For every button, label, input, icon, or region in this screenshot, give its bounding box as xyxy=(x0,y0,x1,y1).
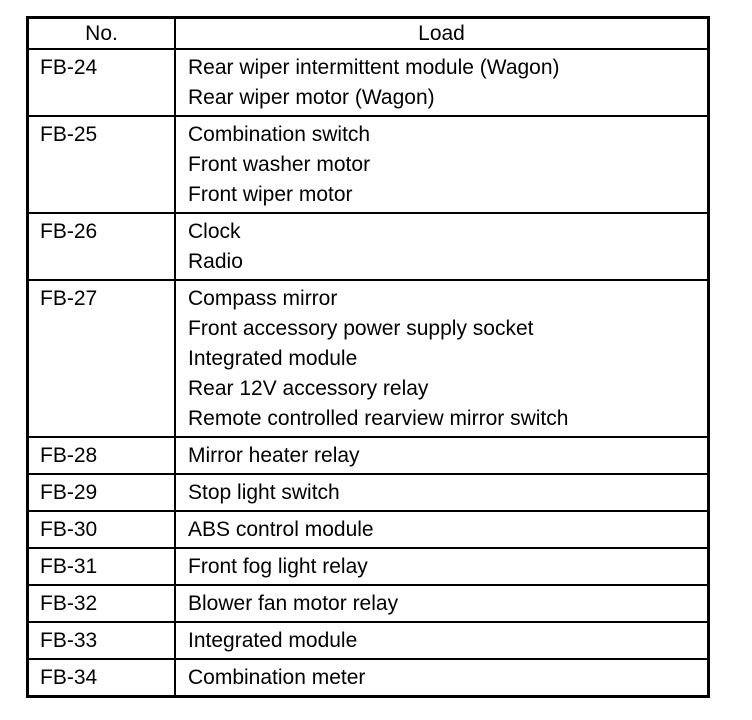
load-item: Stop light switch xyxy=(188,481,340,504)
table-header-row xyxy=(28,18,709,50)
load-item: Integrated module xyxy=(188,347,358,370)
fuse-number-cell: FB-34 xyxy=(28,659,176,697)
load-cell xyxy=(175,116,709,213)
fuse-number-cell: FB-25 xyxy=(28,116,176,213)
fuse-number-cell: FB-33 xyxy=(28,622,176,659)
load-cell xyxy=(175,437,709,474)
table-row xyxy=(28,622,709,659)
column-header-load: Load xyxy=(175,18,709,50)
load-item: Clock xyxy=(188,220,241,243)
load-item: Combination switch xyxy=(188,123,371,146)
load-item: Front accessory power supply socket xyxy=(188,317,534,340)
column-header-no: No. xyxy=(28,18,176,50)
load-item: Combination meter xyxy=(188,666,366,689)
table-row xyxy=(28,49,709,116)
load-item: Front washer motor xyxy=(188,153,371,176)
load-item: Front wiper motor xyxy=(188,183,353,206)
fuse-load-table xyxy=(26,16,710,698)
table-row xyxy=(28,511,709,548)
load-cell xyxy=(175,659,709,697)
load-item: Integrated module xyxy=(188,629,358,652)
fuse-number-cell: FB-27 xyxy=(28,280,176,437)
load-cell xyxy=(175,548,709,585)
load-cell xyxy=(175,213,709,280)
load-cell xyxy=(175,511,709,548)
table-row xyxy=(28,116,709,213)
fuse-number-cell: FB-26 xyxy=(28,213,176,280)
load-cell xyxy=(175,474,709,511)
table-row xyxy=(28,585,709,622)
fuse-number-cell: FB-29 xyxy=(28,474,176,511)
load-item: Radio xyxy=(188,250,243,273)
table-row xyxy=(28,213,709,280)
load-cell xyxy=(175,49,709,116)
load-item: Mirror heater relay xyxy=(188,444,360,467)
fuse-number-cell: FB-30 xyxy=(28,511,176,548)
fuse-number-cell: FB-31 xyxy=(28,548,176,585)
table-row xyxy=(28,437,709,474)
load-item: Rear wiper motor (Wagon) xyxy=(188,86,435,109)
load-cell xyxy=(175,280,709,437)
load-item: Front fog light relay xyxy=(188,555,368,578)
table-body xyxy=(28,49,709,697)
load-cell xyxy=(175,585,709,622)
fuse-number-cell: FB-32 xyxy=(28,585,176,622)
fuse-number-cell: FB-24 xyxy=(28,49,176,116)
load-cell xyxy=(175,622,709,659)
load-item: ABS control module xyxy=(188,518,374,541)
load-item: Remote controlled rearview mirror switch xyxy=(188,407,569,430)
table-row xyxy=(28,548,709,585)
load-item: Rear 12V accessory relay xyxy=(188,377,429,400)
table-row xyxy=(28,474,709,511)
load-item: Rear wiper intermittent module (Wagon) xyxy=(188,56,560,79)
fuse-number-cell: FB-28 xyxy=(28,437,176,474)
table-row xyxy=(28,659,709,697)
load-item: Blower fan motor relay xyxy=(188,592,399,615)
load-item: Compass mirror xyxy=(188,287,338,310)
table-row xyxy=(28,280,709,437)
